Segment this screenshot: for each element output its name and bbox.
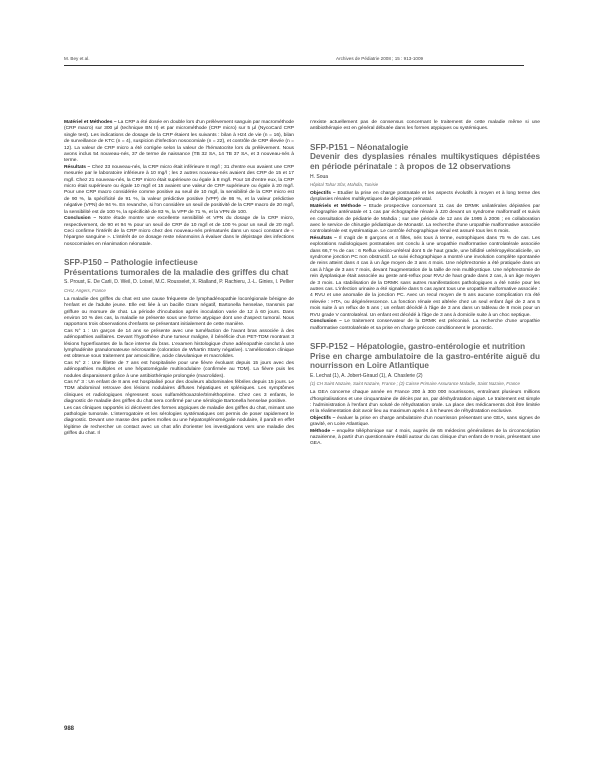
- abstract-heading: SFP-P151 – Néonatalogie: [310, 142, 409, 152]
- left-column: [64, 120, 294, 438]
- abstract-title: Prise en charge ambulatoire de la gastro-entérite aiguë du nourrisson en Loire Atlantique: [310, 351, 540, 371]
- abstract-sfp152: [310, 342, 540, 448]
- header-rule: [64, 65, 524, 66]
- abstract-objectives: Objectifs – évaluer la prise en charge ambulatoire d'un nourrisson présentant une GEA, sans signes de gravité, en Loire Atlantique.: [310, 415, 540, 428]
- abstract-methods: Méthode – enquête téléphonique sur 4 mois, auprès de 65 médecins généralistes de la circonscription nazairienne, à partir d'un questionnaire établi autour du cas clinique d'un enfant de 9 mois, présentant une GEA.: [310, 428, 540, 447]
- intro-conclusion: Conclusion – Notre étude montre une excellente sensibilité et VPN du dosage de la CRP micro, respectivement, de 90 et 94 % pour un seuil de CRP de 10 mg/l et de 100 % pour un seuil de 20 mg/l. Ceci confirme l'intérêt de la CRP micro chez des nouveau-nés prématurés dans un souci constant de « l'épargne sanguine ». L'intérêt de ce dosage reste néanmoins à évaluer dans le dépistage des infections nosocomiales en réanimation néonatale.: [64, 216, 294, 247]
- abstract-affiliation: Hôpital Tahar Sfar, Mahdia, Tunisie: [310, 182, 379, 188]
- right-column: [310, 120, 540, 448]
- abstract-authors: E. Lechat (1), A. Jobert-Giraud (1), A. Chaslerie (2): [310, 372, 423, 379]
- paragraph: Cas N° 2 : Une fillette de 7 ans est hospitalisée pour une fièvre évoluant depuis 15 jours avec des adénopathies multiples et une hépatomégalie multinodulaire (confirmée au TDM). La fièvre puis les nodules disparaissent grâce à une antibiothérapie prolongée (macrolides).: [64, 360, 294, 379]
- paragraph: Cas N° 1 : Un garçon de 14 ans se présente avec une tuméfaction de l'avant bras associée à des adénopathies axillaires. Devant l'hypothèse d'une tumeur maligne, il bénéficie d'un PET-TDM montrant 3 lésions hyperfixantes de la face interne du bras. L'examen histologique d'une adénopathie conclut à une lymphadénite granulomateuse nécrosante (coloration de Whartin Starry négative). L'amélioration clinique est obtenue sous traitement par amoxicilline, acide clavulanique et macrolides.: [64, 328, 294, 360]
- abstract-affiliation: (1) CH Saint Nazaire, Saint Nazaire, France ; (2) Caisse Primaire Assurance Maladie, Saint Nazaire, France: [310, 381, 520, 387]
- paragraph: Les cas cliniques rapportés ici décrivent des formes atypiques de maladie des griffes du chat, mimant une pathologie tumorale. L'interrogatoire et les sérologies systématiques ont permis de poser rapidement le diagnostic. Devant une masse des parties molles ou une hépatosplénomégalie nodulaire, il paraît en effet légitime de rechercher un contact avec un chat afin d'orienter les investigations vers une maladie des griffes du chat. Il: [64, 405, 294, 437]
- abstract-methods: Matériels et Méthode – Etude prospective concernant 11 cas de DRMK unilatérales dépistées par échographie anténatale et 1 cas par échographie rénale à J20 devant un syndrome malformatif et suivis en consultation de pédiatrie de Mahdia ; sur une période de 12 ans de 1995 à 2006 ; en collaboration avec le service de chirurgie pédiatrique de Monastir. La recherche d'une uropathie malformative associée controlatérale est systématique. Le contrôle échographique rénal est assuré tous les 6 mois.: [310, 203, 541, 235]
- abstract-authors: S. Proust, E. De Carli, D. Weil, D. Loisel, M.C. Rousselet, X. Rialland, P. Rachieru, J.-L. Ginies, I. Pellier: [64, 279, 294, 286]
- abstract-heading: SFP-P150 – Pathologie infectieuse: [64, 258, 198, 268]
- paragraph: La GEA concerne chaque année en France 200 à 300 000 nourrissons, entraînant plusieurs millions d'hospitalisations et une cinquantaine de décès par an, par déshydratation aiguë. Le traitement est simple : l'administration à l'enfant d'un soluté de réhydratation orale. La place des médicaments doit être limitée et la réalimentation doit avoir lieu au maximum après 4 à 6 heures de réhydratation exclusive.: [310, 390, 540, 415]
- abstract-conclusion: Conclusion – Le traitement conservateur de la DRMK est préconisé. La recherche d'une uropathie malformative controlatérale et sa prise en charge précoce conditionnent le pronostic.: [310, 319, 540, 331]
- running-header-journal: Archives de Pédiatrie 2008 ; 15 : 913-1009: [336, 56, 424, 61]
- abstract-sfp150: [64, 258, 294, 438]
- continuation-paragraph: n'existe actuellement pas de consensus concernant le traitement de cette maladie même si une antibiothérapie est en général débutée dans les formes atypiques ou systémiques.: [310, 120, 540, 132]
- abstract-title: Devenir des dysplasies rénales multikystiques dépistées en période périnatale : à propos de 12 observations: [310, 152, 540, 171]
- paragraph: La maladie des griffes du chat est une cause fréquente de lymphadénopathie locorégionale bénigne de l'enfant et de l'adulte jeune. Elle est liée à un bacille Gram négatif, Bartonella henselae, transmis par griffure ou morsure de chat. La période d'incubation après inoculation varie de 12 à 60 jours. Dans environ 10 % des cas, la maladie se présente sous une forme atypique dont une d'aspect tumoral. Nous rapportons trois observations d'enfants se présentant initialement de cette manière.: [64, 296, 294, 328]
- page-number: 988: [64, 726, 75, 732]
- running-header-authors: M. Bey et al.: [64, 56, 90, 61]
- abstract-objectives: Objectifs – Etudier la prise en charge postnatale et les aspects évolutifs à moyen et à long terme des dysplasies rénales multikystiques de dépistage prénatal.: [310, 190, 541, 203]
- abstract-sfp151: [310, 143, 540, 332]
- abstract-title: Présentations tumorales de la maladie des griffes du chat: [64, 267, 289, 277]
- intro-methods: Matériel et Méthodes – La CRP a été dosée en double lors d'un prélèvement sanguin par macrométhode (CRP macro) sur 300 µl (technique BN II) et par microméthode (CRP micro) sur 5 µl (NycoCard CRP single test). Les indications de dosage de la CRP étaient les suivants : bilan à H24 de vie (n = 16), bilan de surveillance de KTC (n = 4), suspicion d'infection nosocomiale (n = 22), et contrôle de CRP élevée (n = 12). La valeur de CRP micro a été corrigée selon la valeur de l'hématocrite lors du prélèvement. Nous avons inclus 54 nouveau-nés, 37 de terme de naissance (TB 32 SA, 14 TB 37 SA, et 3 nouveau-nés à terme.: [64, 120, 294, 164]
- intro-results: Résultats – Chez 33 nouveau-nés, la CRP micro était inférieure 8 mg/l ; 31 d'entre eux avaient une CRP mesurée par le laboratoire inférieure à 10 mg/l ; les 2 autres nouveau-nés avaient des CRP de 15 et 17 mg/l. Chez 21 nouveau-nés, la CRP micro était supérieure ou égale à 8 mg/l. Pour 18 d'entre eux, la CRP micro était supérieure ou égale 10 mg/l et 15 avaient une valeur de CRP supérieure ou égale à 20 mg/l. Pour une CRP macro considérée comme positive au seuil de 10 mg/l, la sensibilité de la CRP micro est de 90 %, la spécificité de 91 %, la valeur prédictive positive (VPP) de 86 %, et la valeur prédictive négative (VPN) de 94 %. En revanche, si l'on considère un seuil de positivité de la CRP macro de 20 mg/l, la sensibilité est de 100 %, la spécificité de 83 %, la VPP de 71 %, et la VPN de 100.: [64, 164, 294, 215]
- abstract-heading: SFP-P152 – Hépatologie, gastro-entérologie et nutrition: [310, 341, 526, 351]
- paragraph: Cas N° 3 : Un enfant de 8 ans est hospitalisé pour des douleurs abdominales fébriles depuis 15 jours. Le TDM abdominal retrouve des lésions nodulaires diffuses hépatiques et spléniques. Les symptômes cliniques et radiologiques régressent sous sulfaméthoxazole/triméthoprime. Chez ces 3 enfants, le diagnostic de maladie des griffes du chat sera confirmé par une sérologie Bartonella henselae positive.: [64, 379, 294, 405]
- abstract-affiliation: CHU, Angers, France: [64, 287, 106, 293]
- abstract-results: Résultats – Il s'agit de 8 garçons et 4 filles, nés tous à terme, eutrophiques dans 75 % de cas. Les explorations radiologiques postnatales ont conclu à une uropathie malformative controlatérale associée dans 66,7 % de cas : 6 Reflux vésico-urétéral dont 5 de haut grade, une bifidité urétéropyélocalicielle, un syndrome jonction PC non obstructif. Le suivi échographique a montré une involution complète spontanée de reins atteint dans 4 cas à un âge moyen de 3 ans 4 mois. Une néphrectomie a été pratiquée dans un cas à l'âge de 3 ans 7 mois, devant l'augmentation de la taille de rein multikystique. Une néphrectomie de rein dysplasique était associée au geste anti-reflux pour RVU de haut grade dans 2 cas, à un âge moyen de 3 mois. La stabilisation de la DRMK sans autres manifestations pathologiques a été notée pour les autres cas. L'infection urinaire a été signalée dans 5 cas ayant tous une uropathie malformative associée : 4 RVU et une anomalie de la jonction PC. Avec un recul moyen de 5 ans aucune complication n'a été relevée : HTA, ou dégénérescence. La fonction rénale est altérée chez un seul enfant âgé de 2 ans 5 mois suite à un reflux de 5 ans ; un enfant décédé à l'âge de 3 ans dans un tableau de 8 mois pour un RVU grade V controlatéral. Un enfant est décédé à l'âge de 3 ans à domicile suite à un choc septique.: [310, 235, 541, 318]
- abstract-authors: H. Soua: [310, 173, 329, 180]
